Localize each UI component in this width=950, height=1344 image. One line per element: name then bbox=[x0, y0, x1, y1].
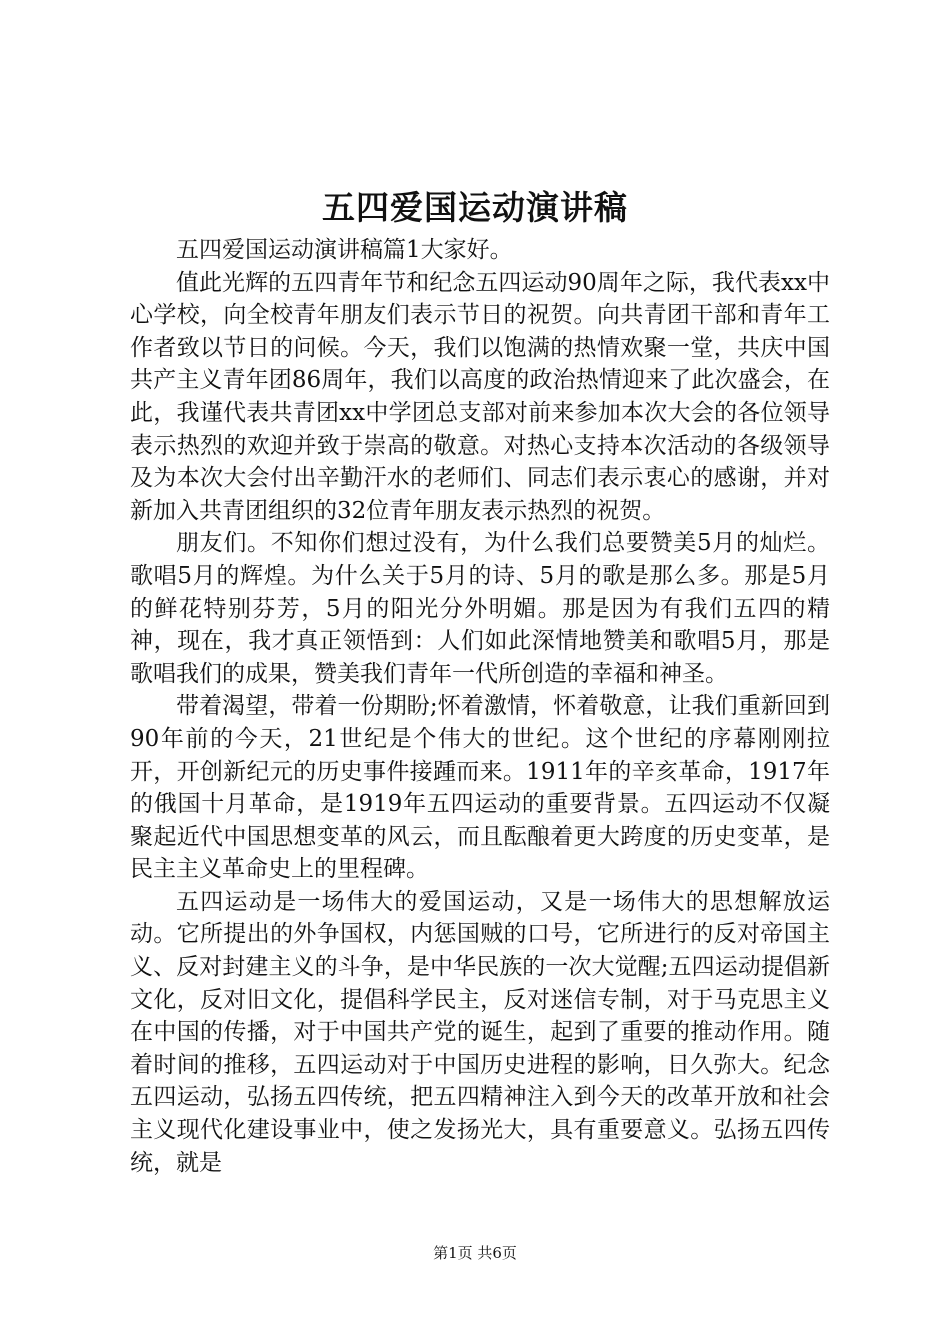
document-title: 五四爱国运动演讲稿 bbox=[322, 188, 628, 227]
paragraph-3: 朋友们。不知你们想过没有，为什么我们总要赞美5月的灿烂。歌唱5月的辉煌。为什么关于5月的诗、5月的歌是那么多。那是5月的鲜花特别芬芳，5月的阳光分外明媚。那是因为有我们五四的精神，现在，我才真正领悟到：人们如此深情地赞美和歌唱5月，那是歌唱我们的成果，赞美我们青年一代所创造的幸福和神圣。 bbox=[130, 530, 830, 687]
document-body bbox=[130, 234, 830, 1179]
paragraph-2: 值此光辉的五四青年节和纪念五四运动90周年之际，我代表xx中心学校，向全校青年朋友们表示节日的祝贺。向共青团干部和青年工作者致以节日的问候。今天，我们以饱满的热情欢聚一堂，共庆中国共产主义青年团86周年，我们以高度的政治热情迎来了此次盛会，在此，我谨代表共青团xx中学团总支部对前来参加本次大会的各位领导表示热烈的欢迎并致于崇高的敬意。对热心支持本次活动的各级领导及为本次大会付出辛勤汗水的老师们、同志们表示衷心的感谢，并对新加入共青团组织的32位青年朋友表示热烈的祝贺。 bbox=[130, 269, 830, 524]
paragraph-1: 五四爱国运动演讲稿篇1大家好。 bbox=[176, 237, 513, 263]
paragraph-4: 带着渴望，带着一份期盼;怀着激情，怀着敬意，让我们重新回到90年前的今天，21世纪是个伟大的世纪。这个世纪的序幕刚刚拉开，开创新纪元的历史事件接踵而来。1911年的辛亥革命，1917年的俄国十月革命，是1919年五四运动的重要背景。五四运动不仅凝聚起近代中国思想变革的风云，而且酝酿着更大跨度的历史变革，是民主主义革命史上的里程碑。 bbox=[130, 693, 830, 883]
page-number-footer: 第1页 共6页 bbox=[433, 1244, 517, 1262]
paragraph-5: 五四运动是一场伟大的爱国运动，又是一场伟大的思想解放运动。它所提出的外争国权，内惩国贼的口号，它所进行的反对帝国主义、反对封建主义的斗争，是中华民族的一次大觉醒;五四运动提倡新文化，反对旧文化，提倡科学民主，反对迷信专制，对于马克思主义在中国的传播，对于中国共产党的诞生，起到了重要的推动作用。随着时间的推移，五四运动对于中国历史进程的影响，日久弥大。纪念五四运动，弘扬五四传统，把五四精神注入到今天的改革开放和社会主义现代化建设事业中，使之发扬光大，具有重要意义。弘扬五四传统，就是 bbox=[130, 888, 830, 1176]
